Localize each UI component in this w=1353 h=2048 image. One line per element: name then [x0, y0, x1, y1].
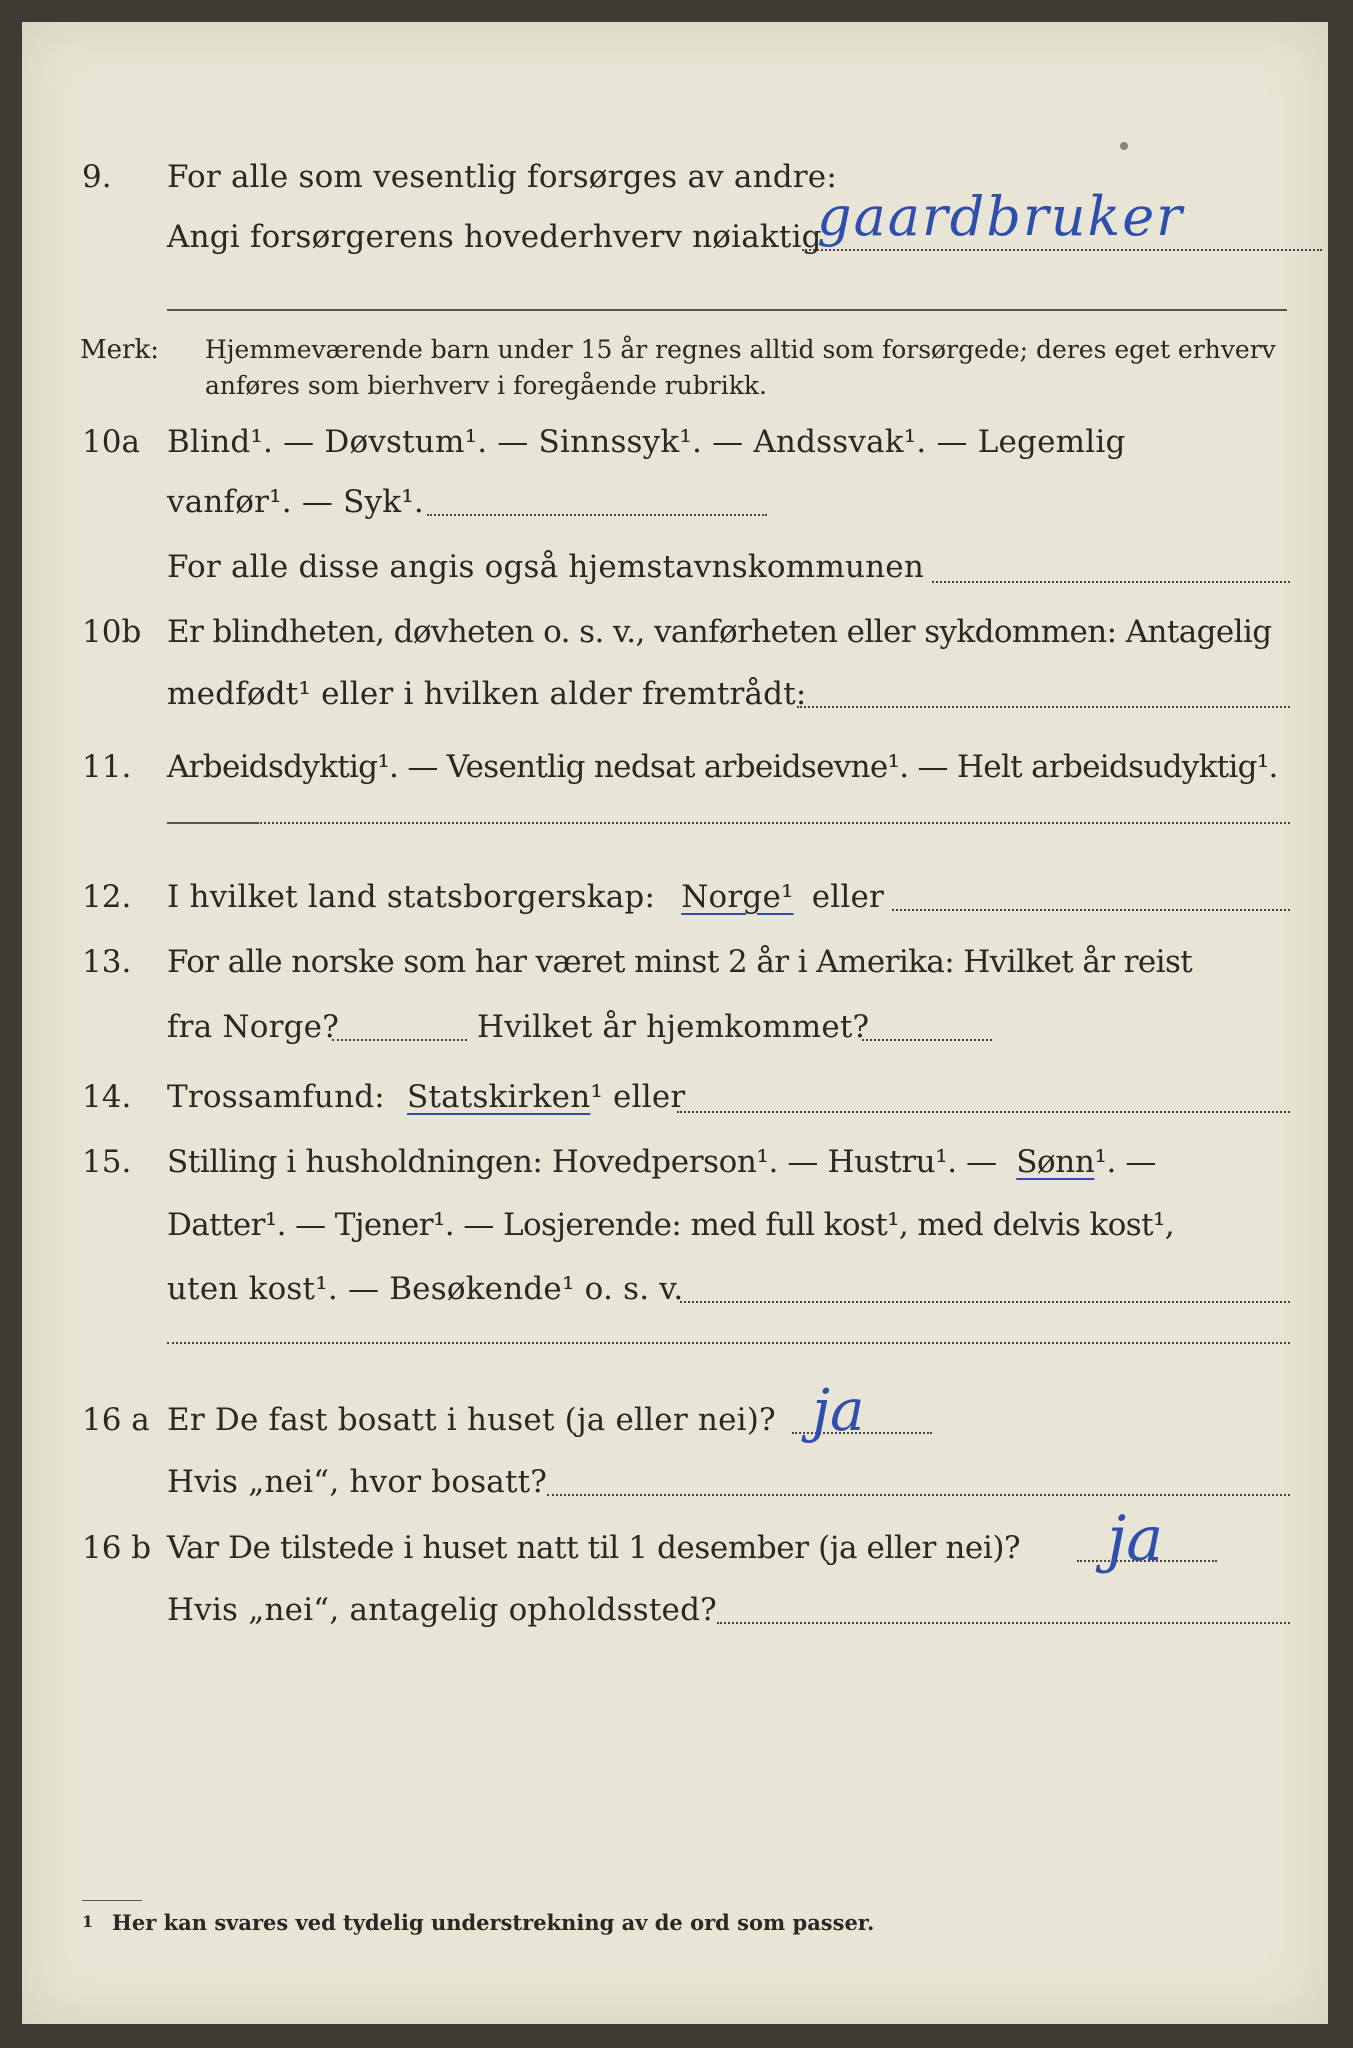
question-text: [167, 1132, 1156, 1192]
question-10a-line-2: [22, 472, 1328, 532]
handwritten-answer-ja: ja: [812, 1376, 865, 1444]
question-number: 10a: [82, 424, 140, 460]
census-form-page: [22, 22, 1328, 2024]
question-text-suffix: eller: [811, 879, 885, 915]
handwritten-answer-ja: ja: [1107, 1502, 1164, 1575]
question-text-from-norway: fra Norge?: [167, 1009, 340, 1045]
question-11-line-1: [22, 737, 1328, 797]
question-text: Hvis „nei“, hvor bosatt?: [167, 1464, 548, 1500]
question-10a-line-3: [22, 537, 1328, 597]
question-number: 16 a: [82, 1402, 150, 1438]
answer-dotted-line: [167, 1342, 1290, 1344]
footnote-mark: 1: [82, 1912, 94, 1931]
question-text: Arbeidsdyktig¹. — Vesentlig nedsat arbeidsevne¹. — Helt arbeidsudyktig¹.: [167, 749, 1278, 785]
note-block: [22, 330, 1328, 410]
question-15-line-3: [22, 1259, 1328, 1319]
question-10b-line-1: [22, 602, 1328, 662]
handwritten-underline-statskirken: Statskirken: [407, 1079, 591, 1115]
question-text-prefix: I hvilket land statsborgerskap:: [167, 879, 656, 915]
question-text: Datter¹. — Tjener¹. — Losjerende: med full kost¹, med delvis kost¹,: [167, 1207, 1175, 1243]
question-16b-line-1: [22, 1502, 1328, 1578]
question-number: 11.: [82, 749, 132, 785]
handwritten-answer-occupation: gaardbruker: [817, 185, 1184, 248]
question-text: [167, 1067, 685, 1127]
answer-dotted-line: [892, 909, 1290, 911]
question-10a-line-1: [22, 412, 1328, 472]
question-text: Angi forsørgerens hovederhverv nøiaktig: [167, 219, 822, 255]
answer-dotted-line: [717, 1622, 1290, 1624]
question-text: Er De fast bosatt i huset (ja eller nei)?: [167, 1402, 776, 1438]
question-text: medfødt¹ eller i hvilken alder fremtrådt:: [167, 676, 807, 712]
answer-dotted-line: [677, 1111, 1290, 1113]
handwritten-underline-sonn: Sønn: [1016, 1144, 1095, 1180]
question-15-line-2: [22, 1195, 1328, 1255]
answer-dotted-line: [797, 706, 1290, 708]
answer-dotted-line: [862, 1039, 992, 1041]
question-15-line-1: [22, 1132, 1328, 1192]
question-text-suffix: ¹ eller: [590, 1079, 686, 1115]
question-text-prefix: Stilling i husholdningen: Hovedperson¹. — Hustru¹. —: [167, 1144, 997, 1180]
separator-line: [167, 822, 257, 824]
answer-dotted-line: [680, 1301, 1290, 1303]
question-text: For alle disse angis også hjemstavnskommunen: [167, 549, 924, 585]
question-number: 14.: [82, 1079, 132, 1115]
question-text-returned: Hvilket år hjemkommet?: [477, 1009, 870, 1045]
question-16b-line-2: [22, 1580, 1328, 1640]
footnote-text: Her kan svares ved tydelig understrekning av de ord som passer.: [112, 1910, 875, 1935]
question-number: 13.: [82, 944, 132, 980]
question-9-line-2: [22, 185, 1328, 267]
question-number: 12.: [82, 879, 132, 915]
question-text: uten kost¹. — Besøkende¹ o. s. v.: [167, 1271, 684, 1307]
note-text-line-2: anføres som bierhverv i foregående rubrikk.: [205, 371, 767, 400]
question-13-line-1: [22, 932, 1328, 992]
question-13-line-2: [22, 997, 1328, 1057]
question-16a-line-1: [22, 1376, 1328, 1450]
question-text-suffix: ¹. —: [1094, 1144, 1156, 1180]
question-text: [167, 867, 884, 927]
question-10b-line-2: [22, 664, 1328, 724]
answer-dotted-line: [932, 581, 1290, 583]
separator-line: [167, 309, 1287, 311]
answer-dotted-line: [547, 1494, 1290, 1496]
question-number: 16 b: [82, 1530, 152, 1566]
question-text-prefix: Trossamfund:: [167, 1079, 385, 1115]
question-text: For alle norske som har været minst 2 år i Amerika: Hvilket år reist: [167, 944, 1193, 980]
question-text: vanfør¹. — Syk¹.: [167, 484, 424, 520]
note-text-line-1: Hjemmeværende barn under 15 år regnes alltid som forsørgede; deres eget erhverv: [205, 335, 1276, 364]
question-text: Blind¹. — Døvstum¹. — Sinnssyk¹. — Andssvak¹. — Legemlig: [167, 424, 1126, 460]
question-text: Var De tilstede i huset natt til 1 desember (ja eller nei)?: [167, 1530, 1021, 1566]
answer-dotted-line: [332, 1039, 467, 1041]
question-text: Er blindheten, døvheten o. s. v., vanførheten eller sykdommen: Antagelig: [167, 614, 1272, 650]
question-12-line-1: [22, 867, 1328, 927]
question-text: For alle som vesentlig forsørges av andre:: [167, 159, 837, 195]
note-label: Merk:: [80, 335, 159, 365]
footnote-separator: [82, 1900, 142, 1901]
handwritten-underline-norge: Norge¹: [681, 879, 794, 915]
question-number: 15.: [82, 1144, 132, 1180]
answer-dotted-line: [802, 249, 1322, 251]
question-text: Hvis „nei“, antagelig opholdssted?: [167, 1592, 717, 1628]
answer-dotted-line: [257, 822, 1290, 824]
answer-dotted-line: [427, 514, 767, 516]
footnote: [82, 1910, 875, 1935]
question-number: 9.: [82, 159, 112, 195]
question-number: 10b: [82, 614, 142, 650]
question-14-line-1: [22, 1067, 1328, 1127]
